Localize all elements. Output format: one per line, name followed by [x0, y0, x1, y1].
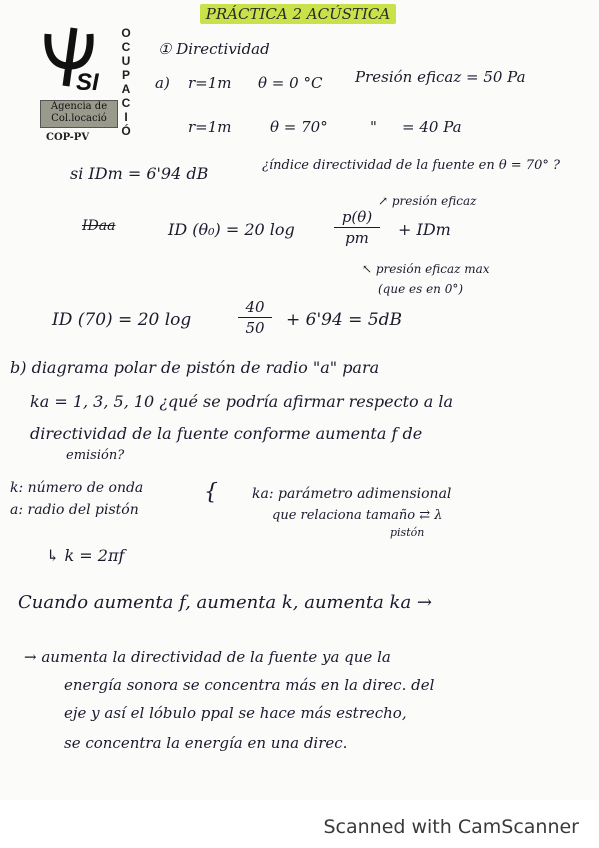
- brace: {: [204, 480, 218, 505]
- svg-text:SI: SI: [76, 69, 99, 96]
- question-indice: ¿índice directividad de la fuente en θ = 70° ?: [262, 158, 560, 173]
- agency-band: Agencia de Col.locació: [40, 100, 118, 128]
- calc-left: ID (70) = 20 log: [52, 310, 192, 330]
- conclusion-line-3: eje y así el lóbulo ppal se hace más estrecho,: [64, 704, 407, 722]
- a2-ditto: ": [370, 118, 377, 136]
- conclusion-line-1: → aumenta la directividad de la fuente ya que la: [24, 648, 391, 666]
- ka-definition-1: ka: parámetro adimensional: [252, 486, 452, 502]
- k-definition: k: número de onda: [10, 480, 144, 496]
- ocupacio-logo: [40, 26, 146, 148]
- title-highlight: [200, 4, 396, 24]
- note-presion-max: ↖ presión eficaz max: [362, 262, 490, 276]
- b-line-1: b) diagrama polar de pistón de radio "a" para: [10, 358, 380, 377]
- b-line-2: ka = 1, 3, 5, 10 ¿qué se podría afirmar respecto a la: [30, 392, 453, 411]
- page-title: PRÁCTICA 2 ACÚSTICA: [205, 5, 391, 23]
- a1-angle: θ = 0 °C: [258, 74, 323, 92]
- cop-label: COP-PV: [46, 132, 90, 143]
- b-line-4: emisión?: [66, 448, 125, 463]
- calc-fraction: [238, 298, 272, 337]
- a2-angle: θ = 70°: [270, 118, 328, 136]
- si-idm: si IDm = 6'94 dB: [70, 164, 209, 183]
- a-definition: a: radio del pistón: [10, 502, 139, 518]
- psi-logo-icon: [40, 26, 116, 96]
- label-a: a): [155, 74, 170, 92]
- ka-definition-3: pistón: [390, 526, 425, 539]
- a1-pressure: Presión eficaz = 50 Pa: [355, 68, 526, 86]
- cuando-line: Cuando aumenta f, aumenta k, aumenta ka →: [18, 592, 432, 613]
- calc-denominator: 50: [245, 319, 265, 337]
- crossed-out-idaa: IDaa: [82, 218, 116, 234]
- a1-radius: r=1m: [188, 74, 232, 92]
- b-line-3: directividad de la fuente conforme aumenta f de: [30, 424, 423, 443]
- formula-left: ID (θ₀) = 20 log: [168, 220, 295, 239]
- calc-right: + 6'94 = 5dB: [286, 310, 403, 330]
- a2-pressure: = 40 Pa: [402, 118, 462, 136]
- note-presion-eficaz: ↗ presión eficaz: [378, 194, 477, 208]
- logo-letters: O C U P A C I Ó: [121, 26, 131, 138]
- k-equation: ↳ k = 2πf: [46, 546, 125, 565]
- conclusion-line-4: se concentra la energía en una direc.: [64, 734, 348, 752]
- camscanner-watermark: Scanned with CamScanner: [323, 816, 579, 838]
- a2-radius: r=1m: [188, 118, 232, 136]
- formula-numerator: p(θ): [341, 208, 373, 226]
- formula-fraction: [334, 208, 380, 247]
- formula-right: + IDm: [398, 220, 451, 239]
- calc-numerator: 40: [245, 298, 265, 316]
- conclusion-line-2: energía sonora se concentra más en la direc. del: [64, 676, 435, 694]
- ka-definition-2: que relaciona tamaño ⇄ λ: [272, 508, 443, 523]
- note-que-en: (que es en 0°): [378, 282, 464, 296]
- heading-directividad: ① Directividad: [158, 40, 270, 58]
- formula-denominator: pm: [345, 229, 369, 247]
